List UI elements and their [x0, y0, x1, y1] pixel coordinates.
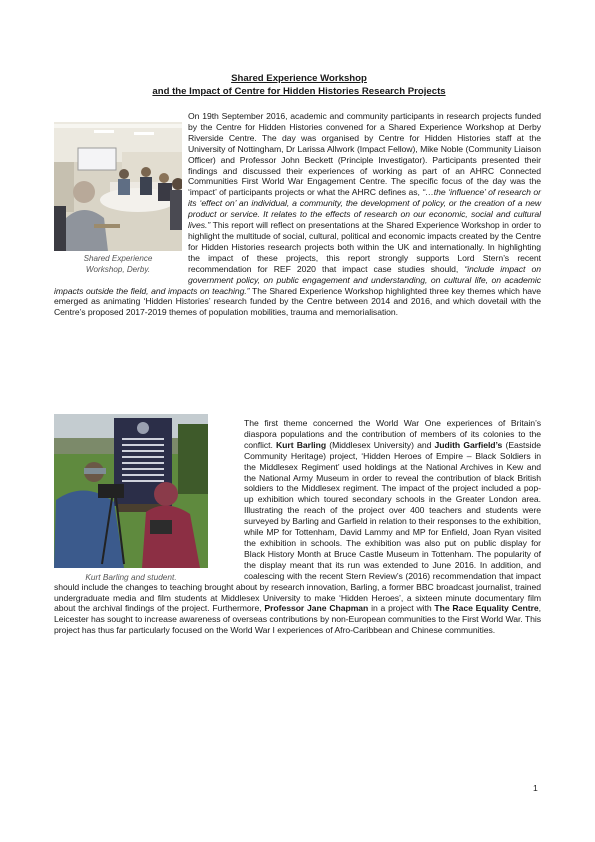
figure-spacer — [54, 111, 188, 281]
title-line-2: and the Impact of Centre for Hidden Histories Research Projects — [152, 86, 446, 97]
intro-text-1: On 19th September 2016, academic and community participants in research projects funded by the Centre for Hidden Histories convened for a Shared Experience Workshop at Derby Riverside Centre. The day was organised by Centre for Hidden Histories staff at the University of Nottingham, Dr Larissa Allwork (Impact Fellow), Mike Noble (Community Liaison Officer) and Professor John Beckett (Principle Investigator). Participants presented their findings and discussed their experiences of working as part of an AHRC Connected Communities First World War Engagement Centre. The specific focus of the day was the ‘impact’ of participants projects or what the AHRC defines as, — [188, 111, 541, 198]
theme-text-3: (Eastside Community Heritage) project, ‘Hidden Heroes of Empire – Black Soldiers in the Middlesex Regiment’ used holdings at the National Archives in Kew and the National Army Museum in order to reveal the contribution of black British soldiers to the Middlesex regiment. The impact of the project included a pop-up exhibition which toured secondary schools in the Greater London area. Illustrating the reach of the project over 400 teachers and students were surveyed by Barling and Garfield in relation to their responses to the exhibition, while MP for Tottenham, David Lammy and MP for Enfield, Joan Ryan visited the exhibition in schools. The exhibition was also put on public display for Black History Month at Bruce Castle Museum in Tottenham. The popularity of the display meant that its run was extended to June 2016. In addition, and coalescing with the recent Stern Review’s (2016) recommendation that impact should include the changes to teaching brought about by research innovation, Barling, a former BBC broadcast journalist, trained undergraduate media and film students at Middlesex University to make ‘Hidden Heroes’, a sixteen minute documentary film about the archival findings of the project. Furthermore, — [54, 439, 542, 614]
theme-text-1: The first theme concerned the World War One experiences of Britain’s diaspora populations and the contribution of members of its colonies to the conflict. — [244, 418, 541, 450]
theme-one-paragraph — [54, 418, 541, 636]
page-number: 1 — [533, 783, 538, 793]
figure-spacer-2 — [54, 418, 244, 576]
barling-caption: Kurt Barling and student. — [85, 572, 177, 582]
intro-paragraph — [54, 111, 541, 318]
workshop-caption-line-2: Workshop, Derby. — [85, 264, 151, 274]
stern-quote: “include impact on government policy, on public engagement and understanding, on cultural life, on academic impacts outside the field, and impacts on teaching.” — [54, 263, 541, 296]
name-kurt-barling: Kurt Barling — [276, 439, 327, 450]
ahrc-impact-quote: “…the ‘influence’ of research or its ‘effect on’ an individual, a community, the development of policy, or the creation of a new product or service. It relates to the effects of research on our economic, social and cultural lives.” — [188, 187, 541, 231]
name-race-equality-centre: The Race Equality Centre — [434, 603, 539, 614]
title-line-1: Shared Experience Workshop — [231, 73, 367, 84]
theme-text-4: in a project with — [368, 603, 435, 614]
theme-text-2: (Middlesex University) and — [326, 439, 435, 450]
name-judith-garfield: Judith Garfield’s — [434, 439, 503, 450]
workshop-caption-line-1: Shared Experience — [83, 254, 153, 263]
document-title — [54, 72, 544, 98]
name-jane-chapman: Professor Jane Chapman — [264, 603, 369, 614]
intro-text-2: This report will reflect on presentations at the Shared Experience Workshop in order to highlight the multitude of social, cultural, political and economic impacts created by the Centre for Hidden Histories research projects both within the UK and internationally. In highlighting the impact of these projects, this report strongly supports Lord Stern’s recent recommendation for REF 2020 that impact case studies should, — [188, 220, 541, 274]
intro-text-3: The Shared Experience Workshop highlighted three key themes which have emerged as animating ‘Hidden Histories’ research funded by the Centre between 2014 and 2016, and which dovetail with the Centre’s proposed 2017-2019 themes of population mobilities, trauma and memorialisation. — [54, 285, 541, 318]
theme-text-5: , Leicester has sought to increase awareness of overseas contributions by non-European communities to the First World War. This project has thus far particularly focused on the World War I experiences of Afro-Caribbean and Chinese communities. — [54, 603, 541, 636]
